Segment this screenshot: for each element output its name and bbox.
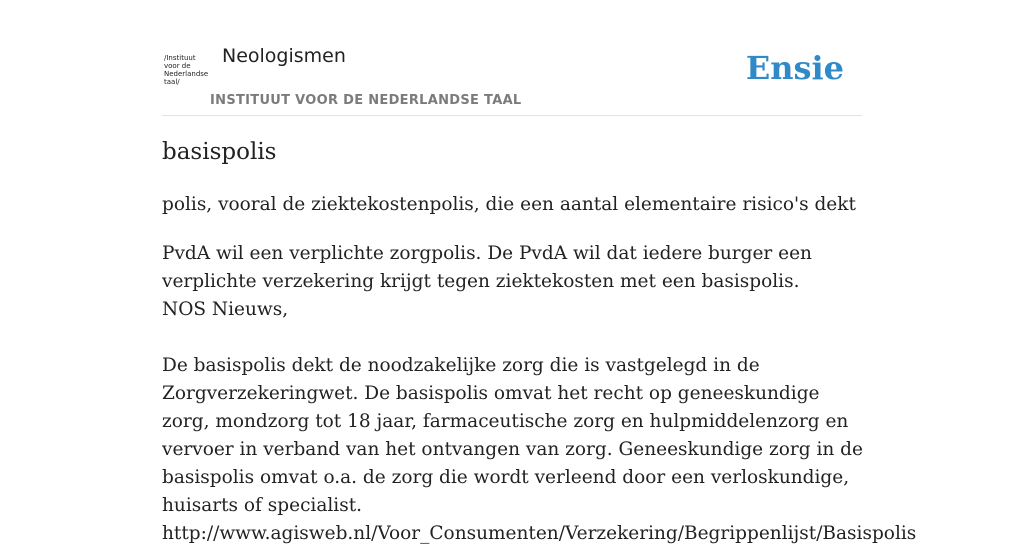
quote-text: De basispolis dekt de noodzakelijke zorg die is vastgelegd in de Zorgverzekeringwet. De basispolis omvat het recht op geneeskundige zorg, mondzorg tot 18 jaar, farmaceutische zorg en hulpmiddelenzorg en vervoer in verband van het ontvangen van zorg. Geneeskundige zorg in de basispolis omvat o.a. de zorg die wordt verleend door een verloskundige, huisarts of specialist. — [162, 355, 863, 516]
quote-source: NOS Nieuws, — [162, 299, 289, 320]
logo-line-1: /Instituut — [164, 54, 196, 62]
site-title[interactable]: Neologismen — [222, 45, 346, 67]
ensie-brand-logo[interactable]: Ensie — [745, 49, 844, 87]
quote-spacer — [162, 324, 872, 352]
main-container — [162, 0, 917, 544]
quote-text: PvdA wil een verplichte zorgpolis. De PvdA wil dat iedere burger een verplichte verzekering krijgt tegen ziektekosten met een basispolis. — [162, 243, 812, 292]
logo-line-2: voor de — [164, 62, 191, 70]
logo-line-4: taal/ — [164, 78, 180, 86]
logo-line-3: Nederlandse — [164, 70, 209, 78]
quotations — [162, 240, 917, 548]
header — [162, 0, 862, 116]
ivdnt-logo[interactable] — [164, 54, 210, 90]
definition: polis, vooral de ziektekostenpolis, die een aantal elementaire risico's dekt — [162, 194, 856, 215]
quote-source-link[interactable]: http://www.agisweb.nl/Voor_Consumenten/Verzekering/Begrippenlijst/Basispolis — [162, 523, 917, 544]
publisher-subtitle: INSTITUUT VOOR DE NEDERLANDSE TAAL — [210, 93, 522, 108]
headword: basispolis — [162, 139, 277, 165]
